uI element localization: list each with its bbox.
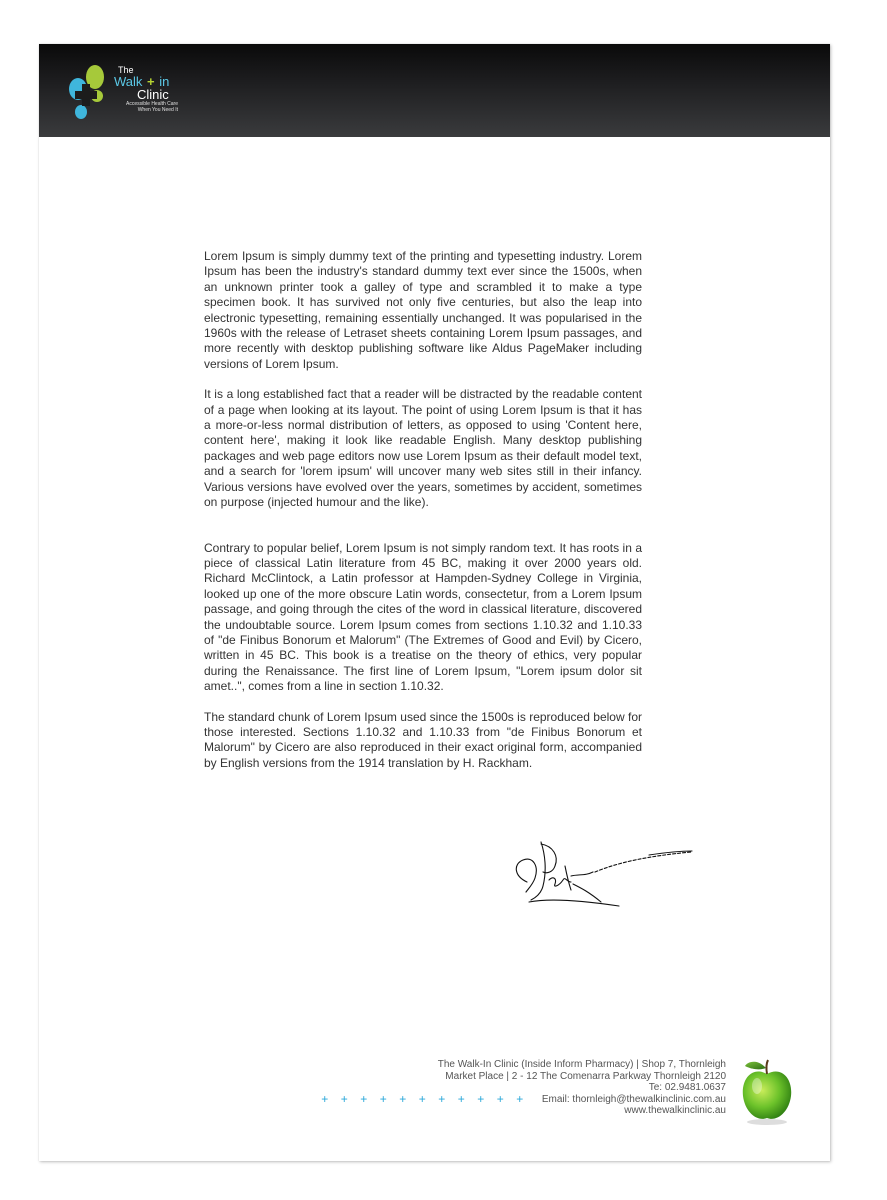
plus-icon: + — [321, 1092, 329, 1106]
letter-paragraph-4: The standard chunk of Lorem Ipsum used since the 1500s is reproduced below for those interested. Sections 1.10.32 and 1.10.33 from "de Finibus Bonorum et Malorum" by Cicero are also reproduced in their exact original form, accompanied by English versions from the 1914 translation by H. Rackham. — [204, 709, 642, 770]
logo-the: The — [118, 65, 134, 75]
logo-plus: + — [147, 74, 155, 89]
footer-address-line-2: Market Place | 2 - 12 The Comenarra Parkway Thornleigh 2120 — [445, 1070, 726, 1082]
logo-wordmark — [114, 66, 206, 113]
footer-address-line-1: The Walk-In Clinic (Inside Inform Pharmacy) | Shop 7, Thornleigh — [437, 1059, 726, 1070]
plus-icon: + — [418, 1092, 426, 1106]
plus-icon: + — [477, 1092, 485, 1106]
logo-in: in — [159, 74, 170, 89]
logo-tagline-2: When You Need It — [137, 107, 178, 113]
plus-icon: + — [340, 1092, 348, 1106]
footer-phone: Te: 02.9481.0637 — [648, 1082, 726, 1093]
logo-clinic: Clinic — [137, 87, 169, 102]
footer-email[interactable]: Email: thornleigh@thewalkinclinic.com.au — [541, 1093, 726, 1105]
footprints-icon — [68, 64, 108, 122]
plus-icon: + — [496, 1092, 504, 1106]
logo-tagline-1: Accessible Health Care — [126, 101, 178, 107]
letter-paragraph-3: Contrary to popular belief, Lorem Ipsum is not simply random text. It has roots in a piece of classical Latin literature from 45 BC, making it over 2000 years old. Richard McClintock, a Latin professor at Hampden-Sydney College in Virginia, looked up one of the more obscure Latin words, consectetur, from a Lorem Ipsum passage, and going through the cites of the word in classical literature, discovered the undoubtable source. Lorem Ipsum comes from sections 1.10.32 and 1.10.33 of "de Finibus Bonorum et Malorum" (The Extremes of Good and Evil) by Cicero, written in 45 BC. This book is a treatise on the theory of ethics, very popular during the Renaissance. The first line of Lorem Ipsum, "Lorem ipsum dolor sit amet..", comes from a line in section 1.10.32. — [204, 540, 642, 694]
logo-walk: Walk — [114, 74, 143, 89]
plus-icon: + — [457, 1092, 465, 1106]
letter-paragraph-2: It is a long established fact that a reader will be distracted by the readable content of a page when looking at its layout. The point of using Lorem Ipsum is that it has a more-or-less normal distribution of letters, as opposed to using 'Content here, content here', making it look like readable English. Many desktop publishing packages and web page editors now use Lorem Ipsum as their default model text, and a search for 'lorem ipsum' will uncover many web sites still in their infancy. Various versions have evolved over the years, sometimes by accident, sometimes on purpose (injected humour and the like). — [204, 387, 642, 510]
plus-icon: + — [399, 1092, 407, 1106]
plus-icon: + — [438, 1092, 446, 1106]
green-apple-icon — [739, 1056, 795, 1126]
letter-body — [204, 249, 642, 771]
header-band — [39, 44, 830, 137]
plus-icon: + — [360, 1092, 368, 1106]
letter-paragraph-1: Lorem Ipsum is simply dummy text of the printing and typesetting industry. Lorem Ipsum has been the industry's standard dummy text ever since the 1500s, when an unknown printer took a galley of type and scrambled it to make a type specimen book. It has survived not only five centuries, but also the leap into electronic typesetting, remaining essentially unchanged. It was popularised in the 1960s with the release of Letraset sheets containing Lorem Ipsum passages, and more recently with desktop publishing software like Aldus PageMaker including versions of Lorem Ipsum. — [204, 249, 642, 371]
footer-plus-row — [315, 1093, 530, 1105]
plus-icon: + — [379, 1092, 387, 1106]
footer-website[interactable]: www.thewalkinclinic.au — [624, 1105, 726, 1116]
clinic-logo — [68, 62, 198, 126]
footer-contact — [369, 1059, 726, 1117]
letterhead-page — [39, 44, 830, 1161]
signature-image — [509, 836, 694, 908]
plus-icon: + — [516, 1092, 524, 1106]
